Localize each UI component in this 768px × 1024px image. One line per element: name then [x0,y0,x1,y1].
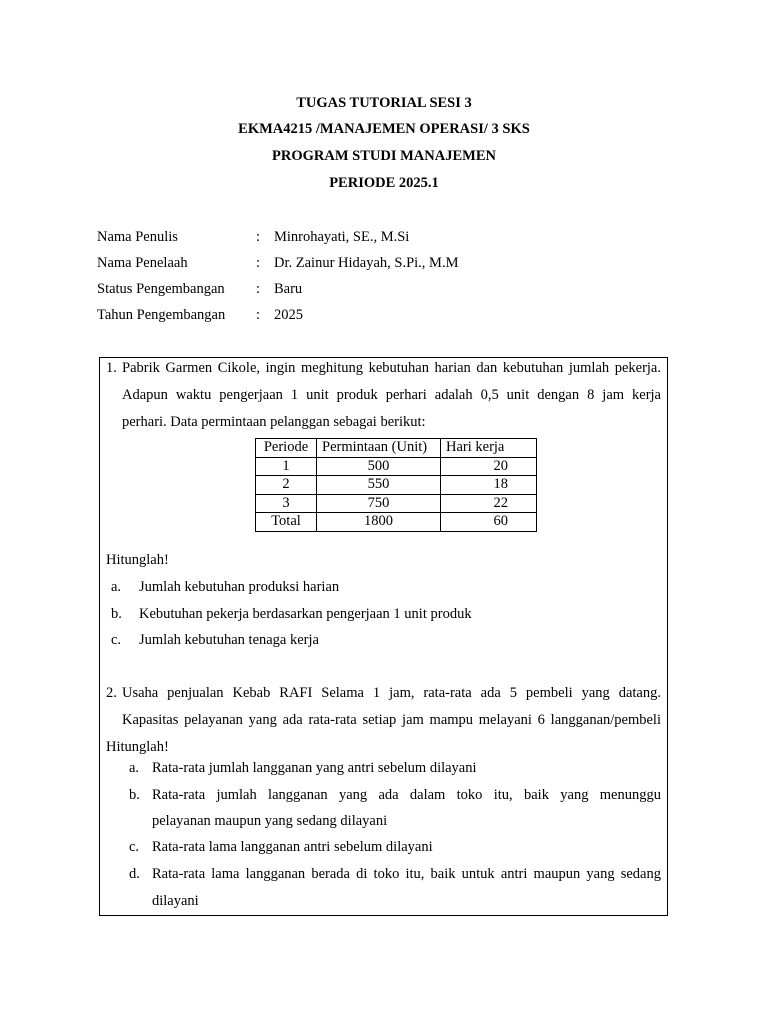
q1-text-line-2: Adapun waktu pengerjaan 1 unit produk perhari adalah 0,5 unit dengan 8 jam kerja [122,387,661,403]
meta-colon: : [256,255,261,271]
table-cell: 3 [256,494,317,513]
meta-value: Minrohayati, SE., M.Si [274,229,410,245]
table-cell: 2 [256,476,317,495]
q2-item-marker: b. [129,787,140,803]
meta-colon: : [256,307,261,323]
table-header-cell: Hari kerja [441,439,537,458]
table-header-row [256,439,537,458]
table-row [256,476,537,495]
q1-item-text: Jumlah kebutuhan tenaga kerja [139,632,319,648]
meta-colon: : [256,229,261,245]
q1-item-marker: b. [111,606,122,622]
header-title-line-1: TUGAS TUTORIAL SESI 3 [296,95,472,111]
q1-item-marker: c. [111,632,122,648]
q2-item-marker: a. [129,760,140,776]
q2-number: 2. [106,685,117,701]
q2-item-text: Rata-rata lama langganan berada di toko itu, baik untuk antri maupun yang sedang [152,866,661,882]
q2-item-marker: d. [129,866,140,882]
table-cell: Total [256,513,317,532]
q2-item-text: Rata-rata lama langganan antri sebelum dilayani [152,839,433,855]
q2-item-text: Rata-rata jumlah langganan yang antri sebelum dilayani [152,760,477,776]
table-cell: 500 [317,457,441,476]
header-title-line-2: EKMA4215 /MANAJEMEN OPERASI/ 3 SKS [238,121,530,137]
table-row [256,457,537,476]
table-row [256,494,537,513]
table-cell: 1800 [317,513,441,532]
demand-table [255,438,537,532]
table-row [256,513,537,532]
meta-value: Dr. Zainur Hidayah, S.Pi., M.M [274,255,459,271]
meta-label: Nama Penulis [97,229,178,245]
q1-instruction: Hitunglah! [106,552,169,568]
table-header-cell: Permintaan (Unit) [317,439,441,458]
table-header-cell: Periode [256,439,317,458]
q1-text-line-3: perhari. Data permintaan pelanggan sebagai berikut: [122,414,426,430]
meta-colon: : [256,281,261,297]
meta-label: Status Pengembangan [97,281,225,297]
table-cell: 18 [441,476,537,495]
header-title-line-4: PERIODE 2025.1 [329,175,439,191]
q2-item-text-continued: pelayanan maupun yang sedang dilayani [152,813,388,829]
meta-value: Baru [274,281,303,297]
q1-item-text: Kebutuhan pekerja berdasarkan pengerjaan 1 unit produk [139,606,472,622]
table-cell: 550 [317,476,441,495]
table-cell: 60 [441,513,537,532]
q1-item-marker: a. [111,579,122,595]
meta-value: 2025 [274,307,303,323]
q2-text-line-1: Usaha penjualan Kebab RAFI Selama 1 jam, rata-rata ada 5 pembeli yang datang. [122,685,661,701]
table-cell: 1 [256,457,317,476]
table-cell: 20 [441,457,537,476]
meta-label: Tahun Pengembangan [97,307,226,323]
table-cell: 22 [441,494,537,513]
q1-item-text: Jumlah kebutuhan produksi harian [139,579,340,595]
q2-item-marker: c. [129,839,140,855]
q2-item-text: Rata-rata jumlah langganan yang ada dalam toko itu, baik yang menunggu [152,787,661,803]
q2-item-text-continued: dilayani [152,893,199,909]
q2-instruction: Hitunglah! [106,739,169,755]
meta-label: Nama Penelaah [97,255,188,271]
q1-text-line-1: Pabrik Garmen Cikole, ingin meghitung kebutuhan harian dan kebutuhan jumlah pekerja. [122,360,661,376]
q1-number: 1. [106,360,117,376]
header-title-line-3: PROGRAM STUDI MANAJEMEN [272,148,496,164]
q2-text-line-2: Kapasitas pelayanan yang ada rata-rata setiap jam mampu melayani 6 langganan/pembeli [122,712,661,728]
table-cell: 750 [317,494,441,513]
